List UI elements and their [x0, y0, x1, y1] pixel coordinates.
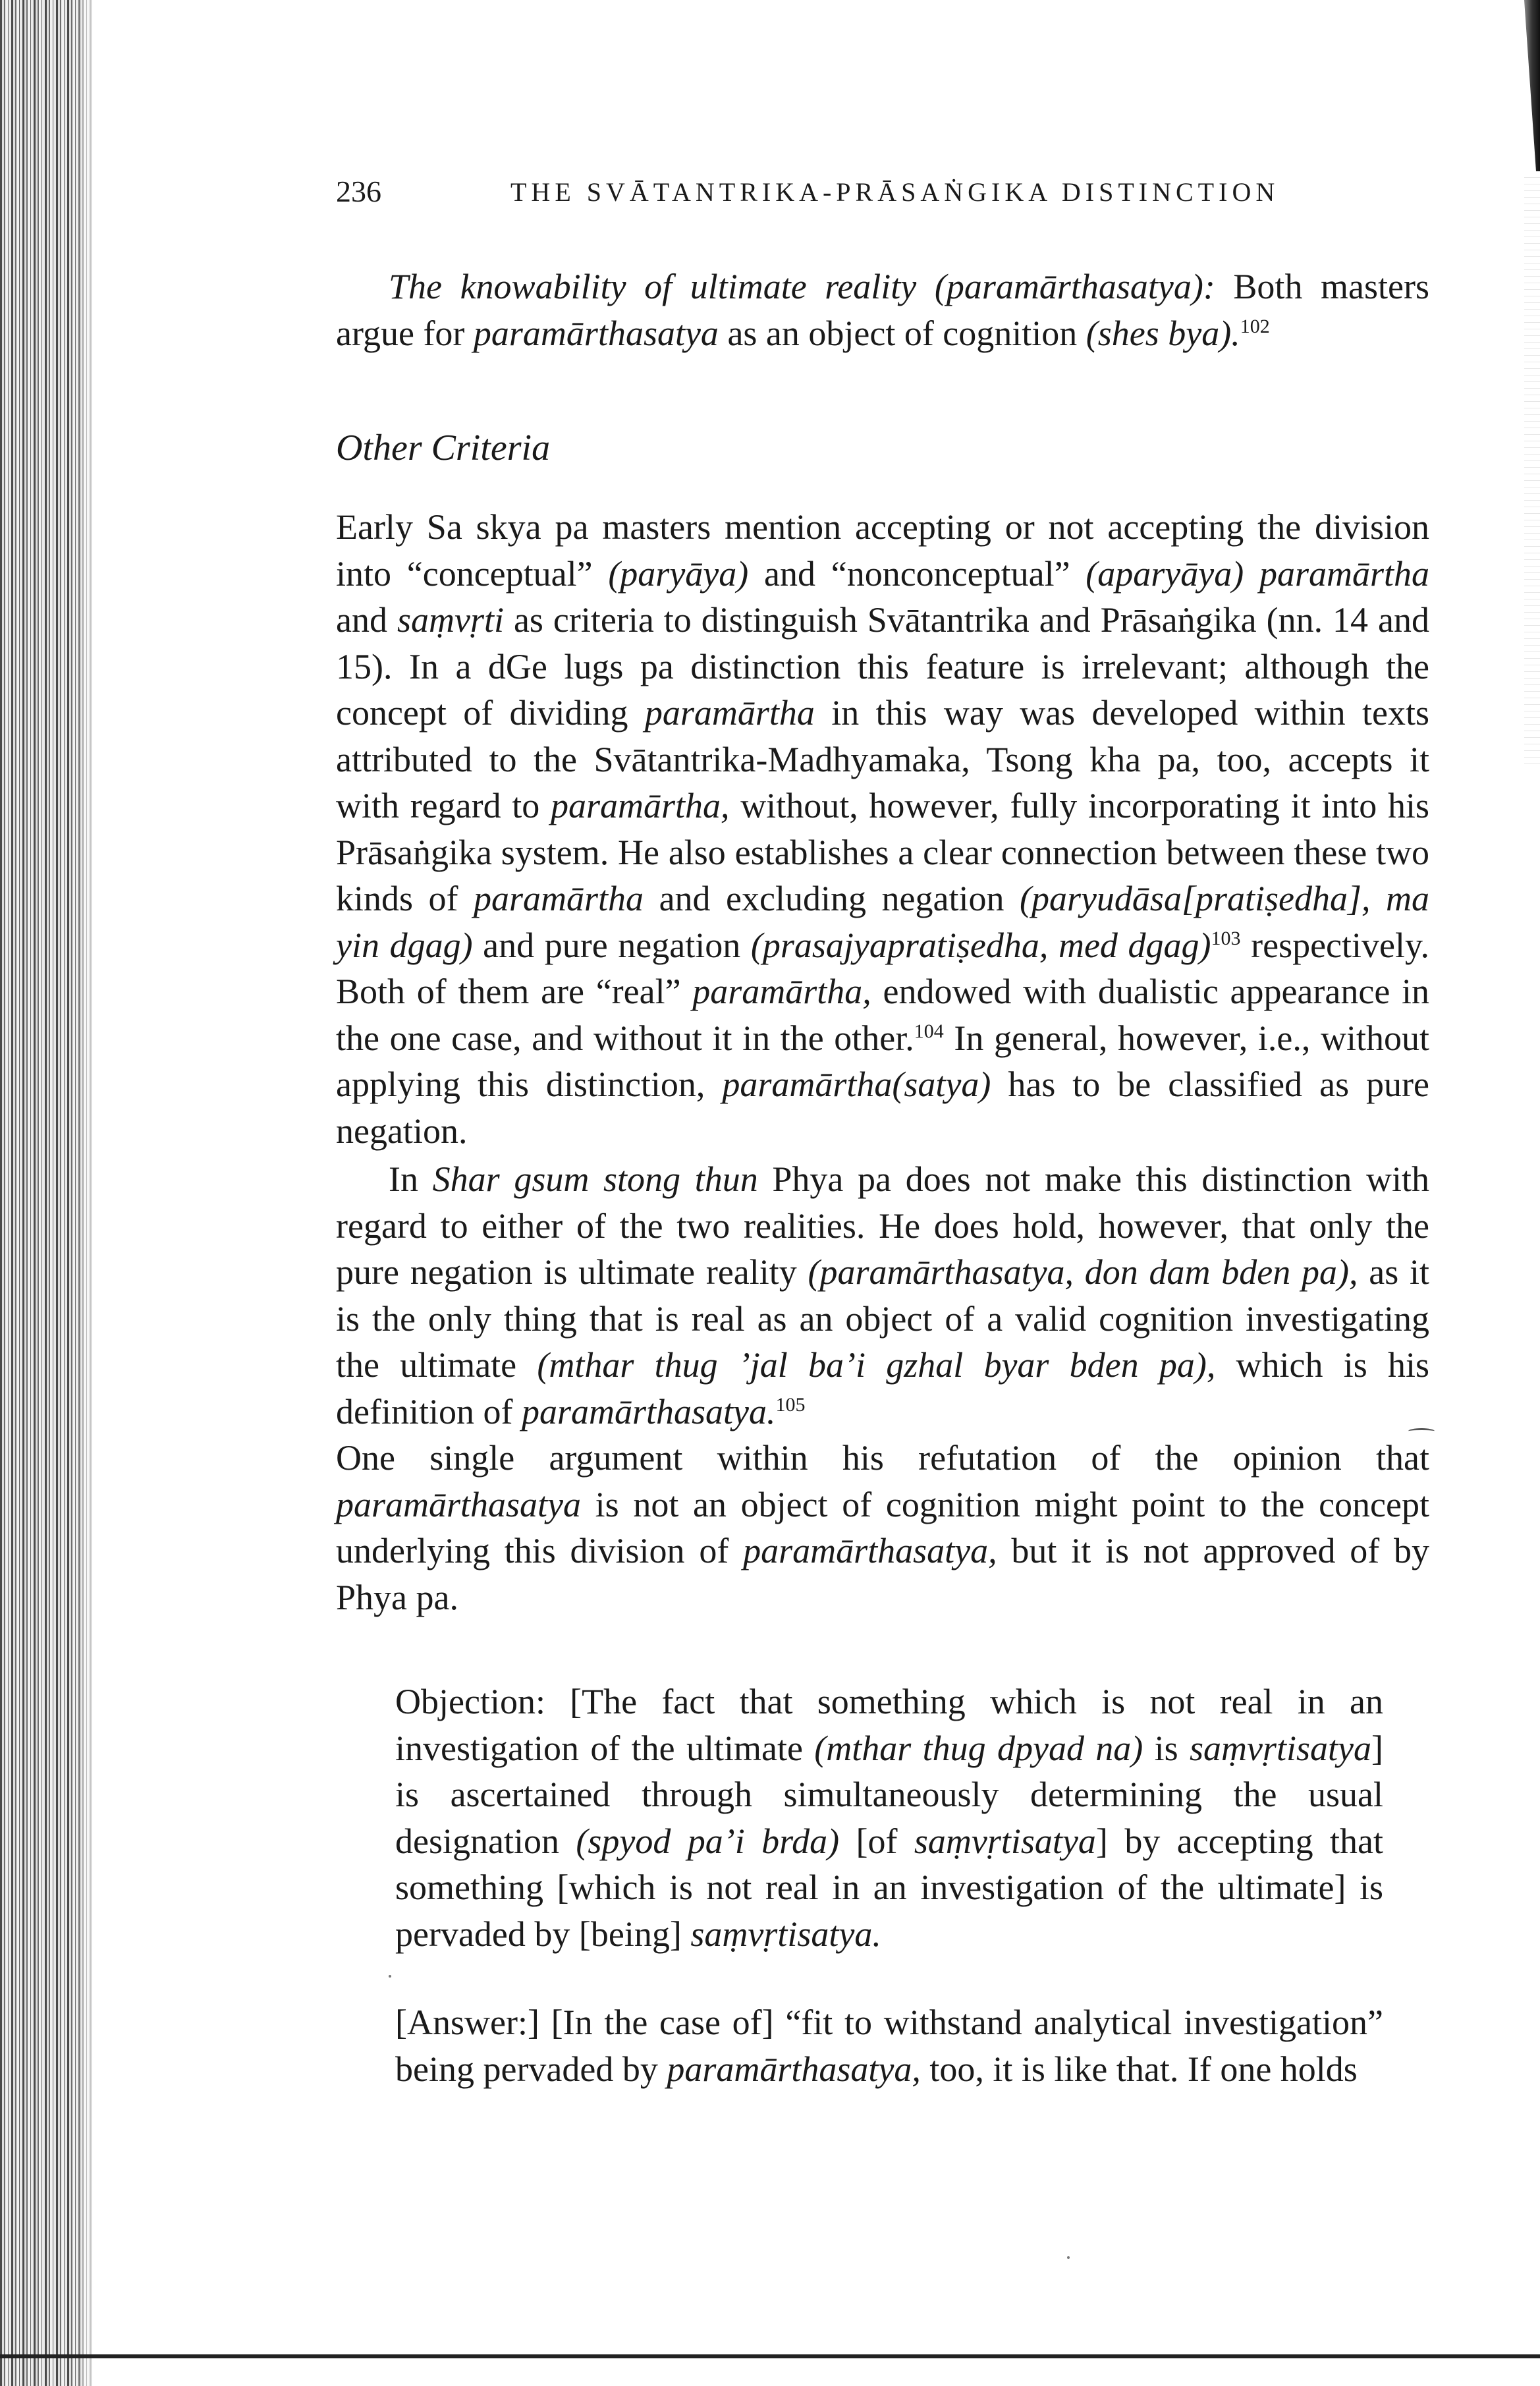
term: saṃvṛtisatya	[914, 1821, 1096, 1861]
term: saṃvṛtisatya	[1190, 1728, 1372, 1768]
term: paramārtha(satya)	[722, 1065, 991, 1104]
text-run: Both masters argue for	[336, 267, 1429, 353]
text-run: [Answer:] [In the case of] “fit to withstand analytical investigation” being pervaded by	[395, 2003, 1383, 2089]
footnote-ref: 104	[914, 1020, 944, 1042]
text-run: Early Sa skya pa masters mention accepting or not accepting the division into “conceptual”	[336, 507, 1429, 594]
paragraph-1	[336, 504, 1429, 1154]
text-run: endowed with dualistic appearance in the one case, and without it in the other.	[336, 972, 1429, 1058]
text-run: In	[389, 1159, 433, 1199]
term: (aparyāya) paramārtha	[1086, 553, 1429, 594]
text-run: and “nonconceptual”	[748, 553, 1086, 594]
term: paramārthasatya	[336, 1484, 582, 1524]
intro-label: The knowability of ultimate reality (paramārthasatya):	[389, 267, 1215, 306]
block-quote-objection	[395, 1679, 1383, 1957]
paragraph-2	[336, 1156, 1429, 1435]
term: paramārtha,	[692, 972, 871, 1011]
term: (mthar thug ’jal ba’i gzhal byar bden pa),	[537, 1345, 1216, 1385]
scan-edge-speckle	[1524, 171, 1540, 764]
text-run: in this way was developed within texts attributed to the Svātantrika-Madhyamaka, Tsong kha pa, too, accepts it with regard to	[336, 693, 1429, 825]
paragraph-3	[336, 1435, 1429, 1621]
text-run: is	[1143, 1728, 1190, 1768]
term: saṃvṛti	[397, 600, 504, 640]
footnote-ref: 103	[1211, 927, 1241, 949]
footnote-ref: 102	[1240, 315, 1270, 337]
term: paramārthasatya,	[667, 2049, 921, 2089]
text-run: as an object of cognition	[718, 313, 1086, 353]
text-run: ] is ascertained through simultaneously determining the usual designation	[395, 1728, 1384, 1861]
binding-fade	[72, 0, 99, 2386]
text-run: ] by accepting that something [which is not real in an investigation of the ultimate] is pervaded by [being]	[395, 1821, 1383, 1954]
text-run: One single argument within his refutation of the opinion that	[336, 1438, 1429, 1478]
scan-speck	[389, 1975, 391, 1978]
term: paramārtha	[644, 693, 815, 733]
term: (spyod pa’i brda)	[576, 1821, 840, 1861]
term: (shes bya).	[1086, 313, 1240, 353]
term: paramārtha,	[550, 786, 730, 825]
text-run: too, it is like that. If one holds	[920, 2049, 1358, 2089]
scan-speck	[1067, 2256, 1070, 2259]
text-run: which is his definition of	[336, 1345, 1429, 1431]
text-run: and excluding negation	[644, 879, 1020, 918]
text-run: Phya pa does not make this distinction with regard to either of the two realities. He does hold, however, that only the pure negation is ultimate reality	[336, 1159, 1429, 1292]
footnote-ref: 105	[775, 1393, 806, 1416]
term: Shar gsum stong thun	[432, 1159, 758, 1199]
text-run: [of	[839, 1821, 914, 1861]
term: (mthar thug dpyad na)	[814, 1728, 1143, 1768]
scan-mark	[1408, 1428, 1435, 1434]
term: (paryudāsa[pratiṣedha], ma yin dgag)	[336, 879, 1429, 965]
section-heading: Other Criteria	[336, 428, 551, 468]
intro-paragraph	[336, 264, 1429, 356]
running-head	[336, 174, 1429, 220]
text-run: In general, however, i.e., without applying this distinction,	[336, 1018, 1429, 1104]
term: paramārthasatya,	[743, 1531, 997, 1570]
text-run: and pure negation	[472, 925, 751, 965]
text-run: as it is the only thing that is real as an object of a valid cognition investigating the ultimate	[336, 1252, 1429, 1385]
scan-corner-shadow	[1514, 0, 1540, 171]
text-run: has to be classified as pure negation.	[336, 1065, 1430, 1151]
text-run: Objection: [The fact that something which is not real in an investigation of the ultimate	[395, 1682, 1383, 1768]
term: (paramārthasatya, don dam bden pa),	[808, 1252, 1358, 1292]
term: saṃvṛtisatya.	[690, 1914, 881, 1954]
text-run: but it is not approved of by Phya pa.	[336, 1531, 1430, 1617]
term: (prasajyapratiṣedha, med dgag)	[750, 925, 1211, 965]
text-run: is not an object of cognition might point to the concept underlying this division of	[336, 1484, 1429, 1570]
scan-bottom-edge	[0, 2354, 1540, 2358]
term: paramārthasatya	[473, 313, 719, 353]
running-head-title: THE SVĀTANTRIKA-PRĀSAṄGIKA DISTINCTION	[510, 177, 1280, 207]
page-number: 236	[336, 175, 381, 208]
text-run: as criteria to distinguish Svātantrika and Prāsaṅgika (nn. 14 and 15). In a dGe lugs pa distinction this feature is irrelevant; although the concept of dividing	[336, 600, 1430, 733]
term: paramārtha	[474, 879, 644, 918]
block-quote-answer	[395, 1999, 1383, 2092]
term: paramārthasatya.	[521, 1391, 776, 1431]
term: (paryāya)	[608, 553, 749, 594]
text-run: respectively. Both of them are “real”	[336, 925, 1429, 1011]
text-run: and	[336, 600, 397, 640]
text-run: without, however, fully incorporating it into his Prāsaṅgika system. He also establishes a clear connection between these two kinds of	[336, 786, 1429, 918]
